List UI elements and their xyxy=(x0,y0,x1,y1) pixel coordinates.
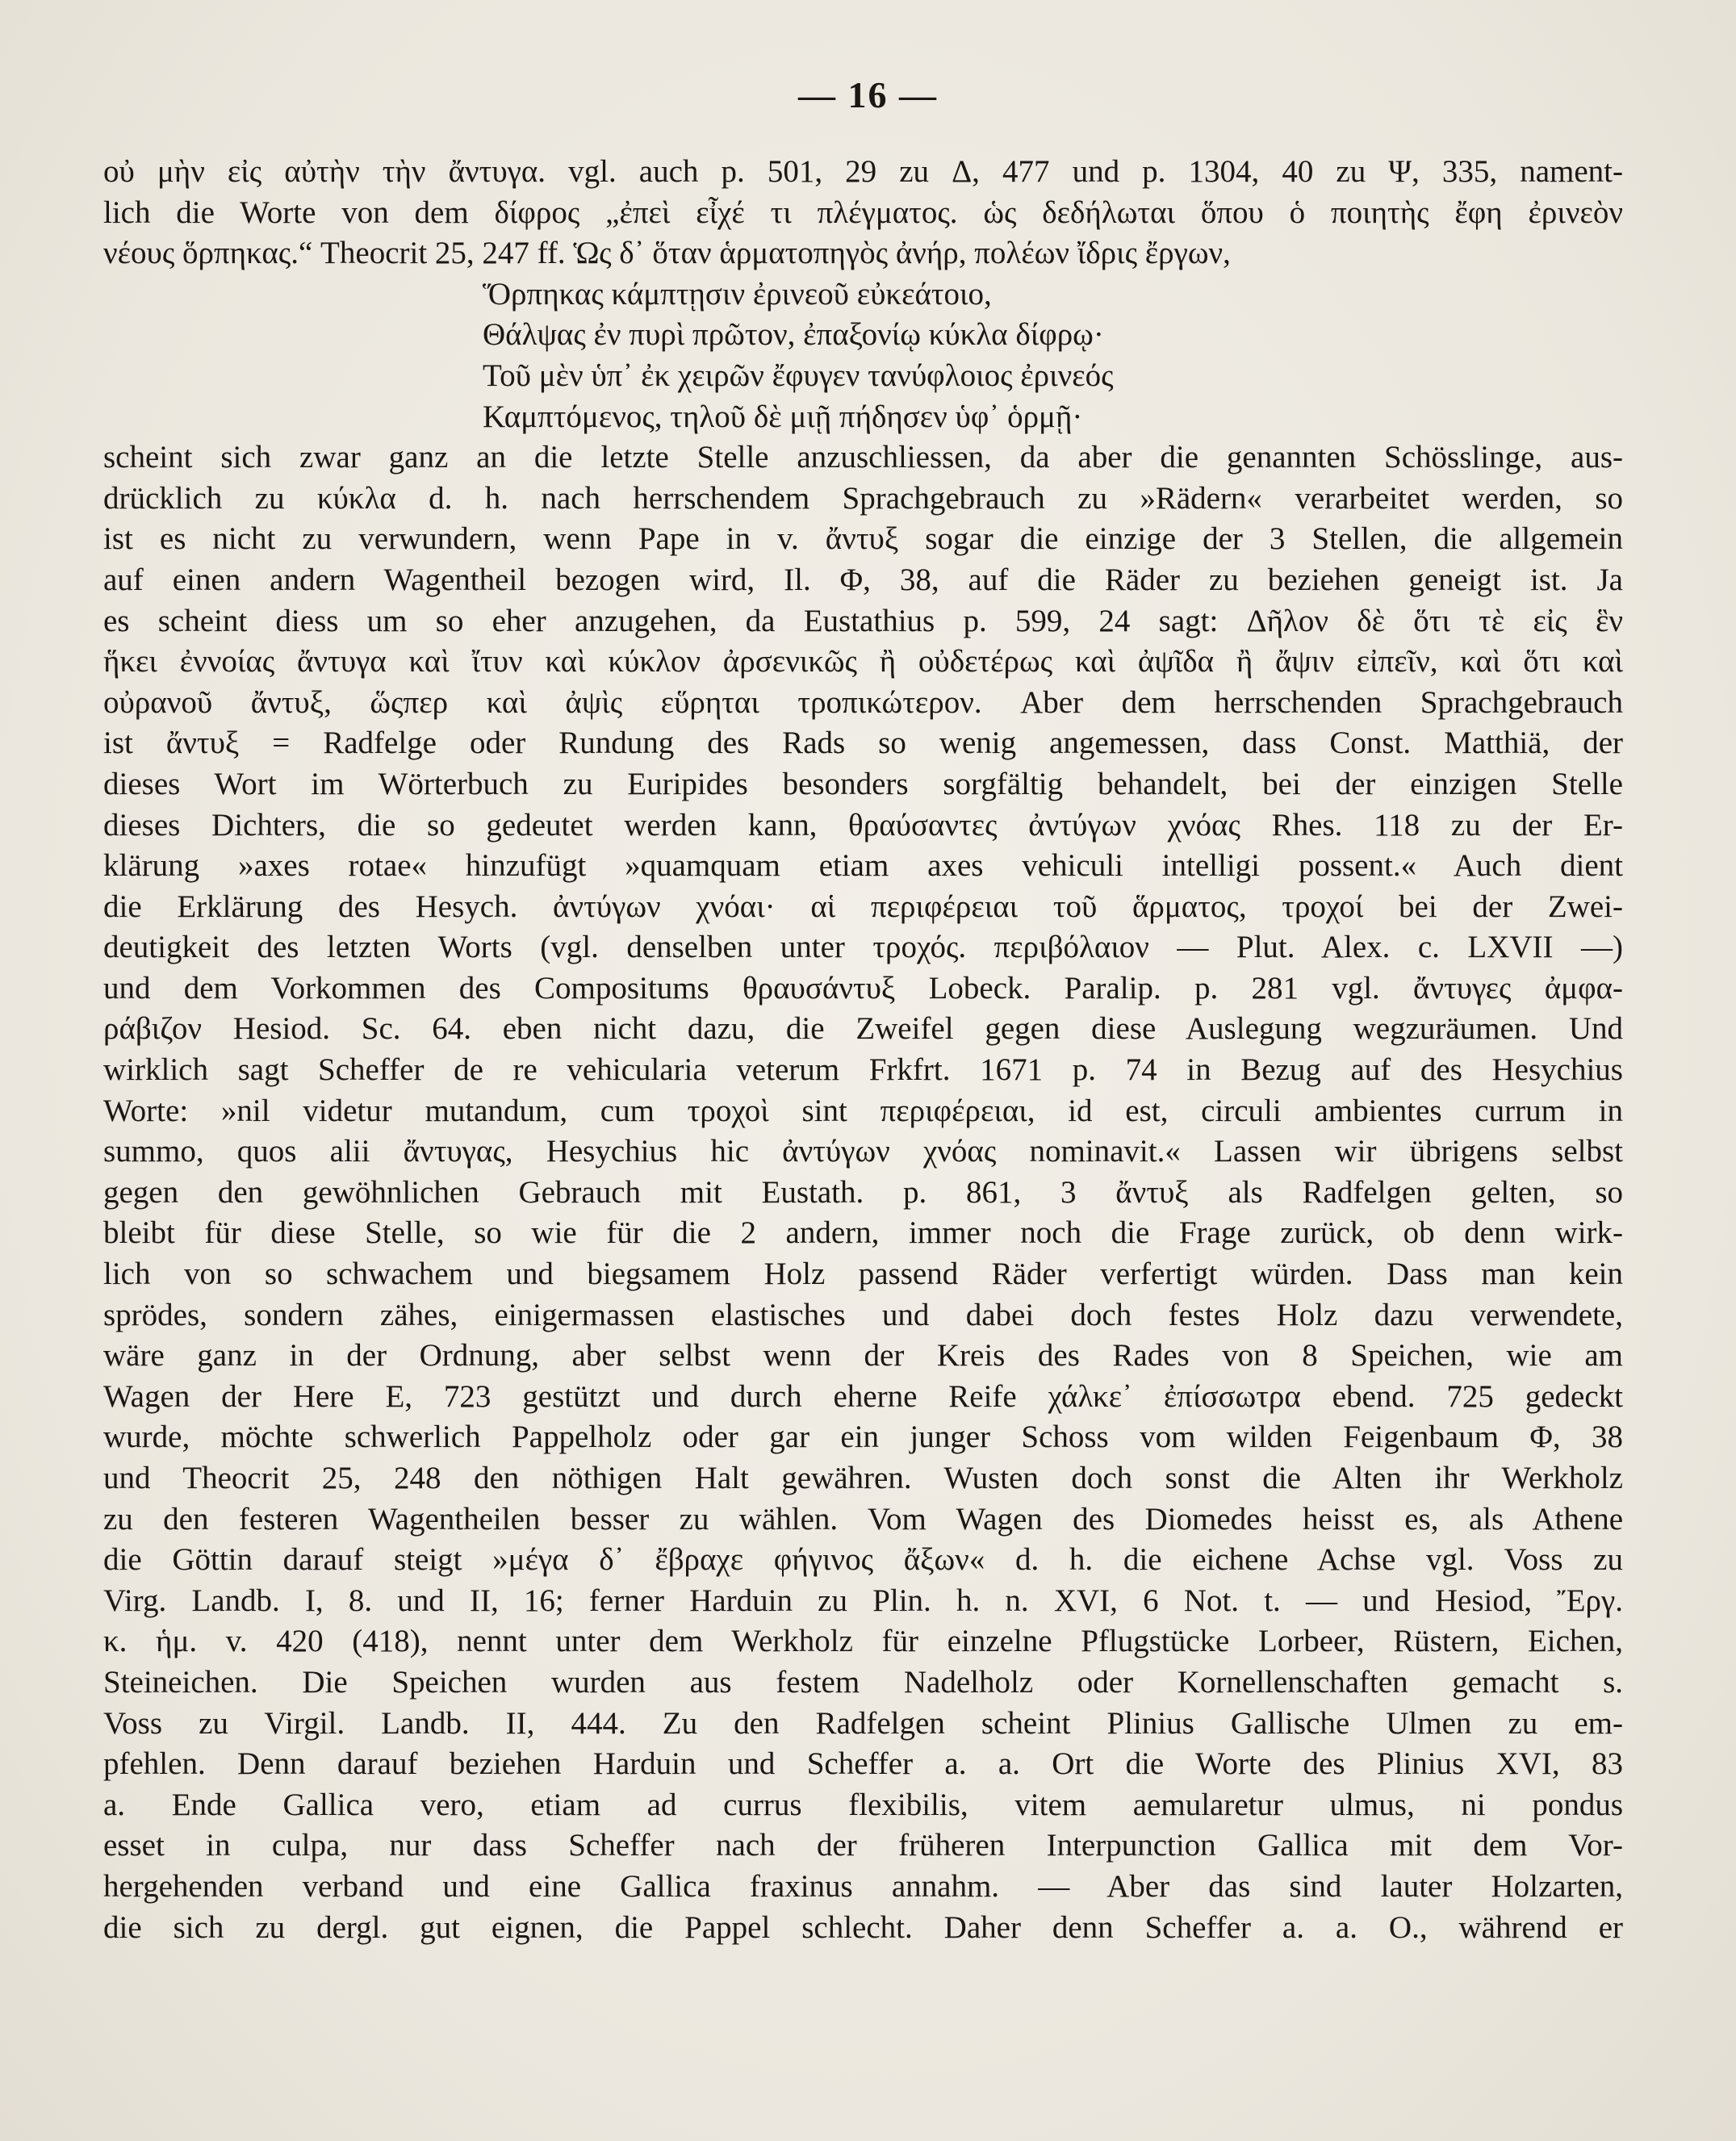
text-line: gegen den gewöhnlichen Gebrauch mit Eustath. p. 861, 3 ἄντυξ als Radfelgen gelten, so xyxy=(103,1174,1623,1210)
text-line: lich die Worte von dem δίφρος „ἐπεὶ εἶχέ τι πλέγματος. ὡς δεδήλωται ὅπου ὁ ποιητὴς ἔφη ἐρινεὸν xyxy=(103,194,1623,230)
text-line: wurde, möchte schwerlich Pappelholz oder gar ein junger Schoss vom wilden Feigenbaum Φ, 38 xyxy=(103,1420,1623,1455)
verse-line: Τοῦ μὲν ὑπ᾽ ἐκ χειρῶν ἔφυγεν τανύφλοιος ἐρινεός xyxy=(483,358,1114,393)
text-line: ist es nicht zu verwundern, wenn Pape in v. ἄντυξ sogar die einzige der 3 Stellen, die allgemein xyxy=(103,521,1623,557)
text-line: hergehenden verband und eine Gallica fraxinus annahm. — Aber das sind lauter Holzarten, xyxy=(103,1868,1623,1904)
text-line: οὐρανοῦ ἄντυξ, ὥςπερ καὶ ἀψὶς εὕρηται τροπικώτερον. Aber dem herrschenden Sprachgebrauch xyxy=(103,684,1623,720)
text-line: die Göttin darauf steigt »μέγα δ᾽ ἔβραχε φήγινος ἄξων« d. h. die eichene Achse vgl. Voss zu xyxy=(103,1542,1623,1578)
text-line: die sich zu dergl. gut eignen, die Pappel schlecht. Daher denn Scheffer a. a. O., während er xyxy=(103,1909,1623,1945)
text-line: summo, quos alii ἄντυγας, Hesychius hic ἀντύγων χνόας nominavit.« Lassen wir übrigens selbst xyxy=(103,1134,1623,1169)
text-line: bleibt für diese Stelle, so wie für die 2 andern, immer noch die Frage zurück, ob denn wirk- xyxy=(103,1215,1623,1251)
text-line: zu den festeren Wagentheilen besser zu wählen. Vom Wagen des Diomedes heisst es, als Athene xyxy=(103,1501,1623,1537)
text-line: scheint sich zwar ganz an die letzte Stelle anzuschliessen, da aber die genannten Schösslinge, aus- xyxy=(103,440,1623,475)
text-line: Virg. Landb. I, 8. und II, 16; ferner Harduin zu Plin. h. n. XVI, 6 Not. t. — und Hesiod, Ἔργ. xyxy=(103,1583,1623,1618)
text-line: und Theocrit 25, 248 den nöthigen Halt gewähren. Wusten doch sonst die Alten ihr Werkholz xyxy=(103,1461,1623,1495)
text-line: a. Ende Gallica vero, etiam ad currus flexibilis, vitem aemularetur ulmus, ni pondus xyxy=(103,1787,1623,1822)
text-line: esset in culpa, nur dass Scheffer nach der früheren Interpunction Gallica mit dem Vor- xyxy=(103,1828,1623,1863)
text-line: ist ἄντυξ = Radfelge oder Rundung des Rads so wenig angemessen, dass Const. Matthiä, der xyxy=(103,726,1623,761)
text-line: lich von so schwachem und biegsamem Holz passend Räder verfertigt würden. Dass man kein xyxy=(103,1257,1623,1292)
page-number: — 16 — xyxy=(798,74,938,115)
text-line: οὐ μὴν εἰς αὐτὴν τὴν ἄντυγα. vgl. auch p. 501, 29 zu Δ, 477 und p. 1304, 40 zu Ψ, 335, nament- xyxy=(103,154,1623,189)
verse-line: Καμπτόμενος, τηλοῦ δὲ μιῇ πήδησεν ὑφ᾽ ὁρμῇ· xyxy=(483,399,1083,434)
text-line: die Erklärung des Hesych. ἀντύγων χνόαι· αἱ περιφέρειαι τοῦ ἅρματος, τροχοί bei der Zwei- xyxy=(103,889,1623,924)
text-line: ράβιζον Hesiod. Sc. 64. eben nicht dazu, die Zweifel gegen diese Auslegung wegzuräumen. Und xyxy=(103,1011,1623,1047)
text-line: wäre ganz in der Ordnung, aber selbst wenn der Kreis des Rades von 8 Speichen, wie am xyxy=(103,1338,1623,1374)
text-line: wirklich sagt Scheffer de re vehicularia veterum Frkfrt. 1671 p. 74 in Bezug auf des Hesychius xyxy=(103,1052,1623,1088)
text-line: sprödes, sondern zähes, einigermassen elastisches und dabei doch festes Holz dazu verwendete, xyxy=(103,1297,1623,1332)
text-line: klärung »axes rotae« hinzufügt »quamquam etiam axes vehiculi intelligi possent.« Auch dient xyxy=(103,848,1623,884)
text-line: dieses Wort im Wörterbuch zu Euripides besonders sorgfältig behandelt, bei der einzigen Stelle xyxy=(103,766,1623,801)
verse-line: Θάλψας ἐν πυρὶ πρῶτον, ἐπαξονίῳ κύκλα δίφρῳ· xyxy=(483,317,1104,353)
text-line: κ. ἡμ. v. 420 (418), nennt unter dem Werkholz für einzelne Pflugstücke Lorbeer, Rüstern, Eichen, xyxy=(103,1624,1623,1659)
text-line: Wagen der Here E, 723 gestützt und durch eherne Reife χάλκε᾽ ἐπίσσωτρα ebend. 725 gedeckt xyxy=(103,1378,1623,1414)
text-line: Steineichen. Die Speichen wurden aus festem Nadelholz oder Kornellenschaften gemacht s. xyxy=(103,1664,1623,1700)
verse-line: Ὅρπηκας κάμπτῃσιν ἐρινεοῦ εὐκεάτοιο, xyxy=(483,276,992,312)
text-line: deutigkeit des letzten Worts (vgl. denselben unter τροχός. περιβόλαιον — Plut. Alex. c. LXVII —) xyxy=(103,930,1623,965)
body-text xyxy=(103,152,1623,1948)
text-line: auf einen andern Wagentheil bezogen wird, Il. Φ, 38, auf die Räder zu beziehen geneigt ist. Ja xyxy=(103,562,1623,597)
text-line: ἥκει ἐννοίας ἄντυγα καὶ ἴτυν καὶ κύκλον ἀρσενικῶς ἢ οὐδετέρως καὶ ἀψῖδα ἢ ἄψιν εἰπεῖν, καὶ ὅτι καὶ xyxy=(103,644,1623,680)
text-line: und dem Vorkommen des Compositums θραυσάντυξ Lobeck. Paralip. p. 281 vgl. ἄντυγες ἀμφα- xyxy=(103,970,1623,1006)
text-line: pfehlen. Denn darauf beziehen Harduin und Scheffer a. a. Ort die Worte des Plinius XVI, 83 xyxy=(103,1746,1623,1782)
text-line: Worte: »nil videtur mutandum, cum τροχοὶ sint περιφέρειαι, id est, circuli ambientes currum in xyxy=(103,1093,1623,1128)
text-line: Voss zu Virgil. Landb. II, 444. Zu den Radfelgen scheint Plinius Gallische Ulmen zu em- xyxy=(103,1705,1623,1741)
text-line: dieses Dichters, die so gedeutet werden kann, θραύσαντες ἀντύγων χνόας Rhes. 118 zu der Er- xyxy=(103,807,1623,843)
text-line: drücklich zu κύκλα d. h. nach herrschendem Sprachgebrauch zu »Rädern« verarbeitet werden, so xyxy=(103,480,1623,516)
text-line: es scheint diess um so eher anzugehen, da Eustathius p. 599, 24 sagt: Δῆλον δὲ ὅτι τὲ εἰς ἓν xyxy=(103,603,1623,638)
text-line: νέους ὅρπηκας.“ Theocrit 25, 247 ff. Ὡς δ᾽ ὅταν ἁρματοπηγὸς ἀνήρ, πολέων ἴδρις ἔργων, xyxy=(103,236,1231,271)
